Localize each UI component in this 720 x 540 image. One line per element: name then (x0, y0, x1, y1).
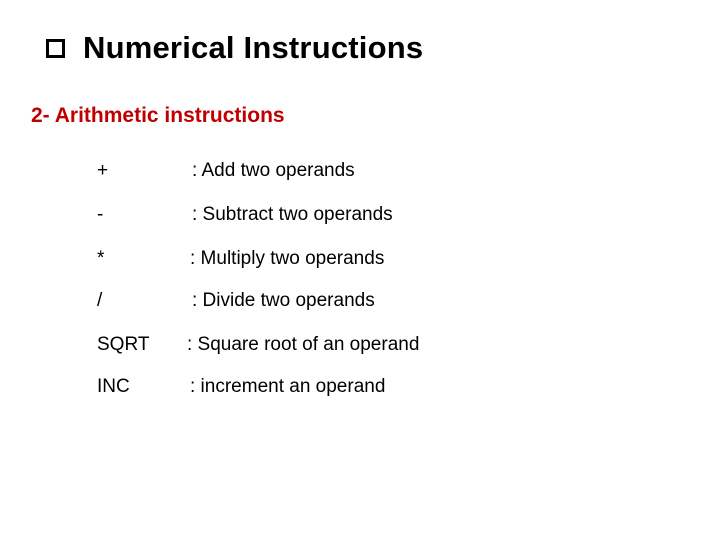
instruction-row-inc (0, 376, 720, 406)
instruction-row-subtract (0, 204, 720, 234)
checkbox-bullet-icon (46, 39, 65, 58)
instruction-description: : Add two operands (192, 160, 355, 181)
instruction-row-divide (0, 290, 720, 320)
instruction-description: : Subtract two operands (192, 204, 393, 225)
instruction-operator: - (97, 204, 104, 225)
instruction-description: : Divide two operands (192, 290, 375, 311)
instruction-operator: + (97, 160, 109, 181)
instruction-description: : Multiply two operands (190, 248, 385, 269)
section-subtitle: 2- Arithmetic instructions (31, 104, 285, 127)
instruction-operator: * (97, 248, 105, 269)
instruction-operator: INC (97, 376, 130, 397)
title-text: Numerical Instructions (83, 30, 424, 65)
instruction-operator: / (97, 290, 103, 311)
slide-title (46, 24, 423, 72)
instruction-description: : Square root of an operand (187, 334, 420, 355)
instruction-row-add (0, 160, 720, 190)
instruction-row-multiply (0, 248, 720, 278)
instruction-description: : increment an operand (190, 376, 386, 397)
instruction-operator: SQRT (97, 334, 150, 355)
instruction-row-sqrt (0, 334, 720, 364)
